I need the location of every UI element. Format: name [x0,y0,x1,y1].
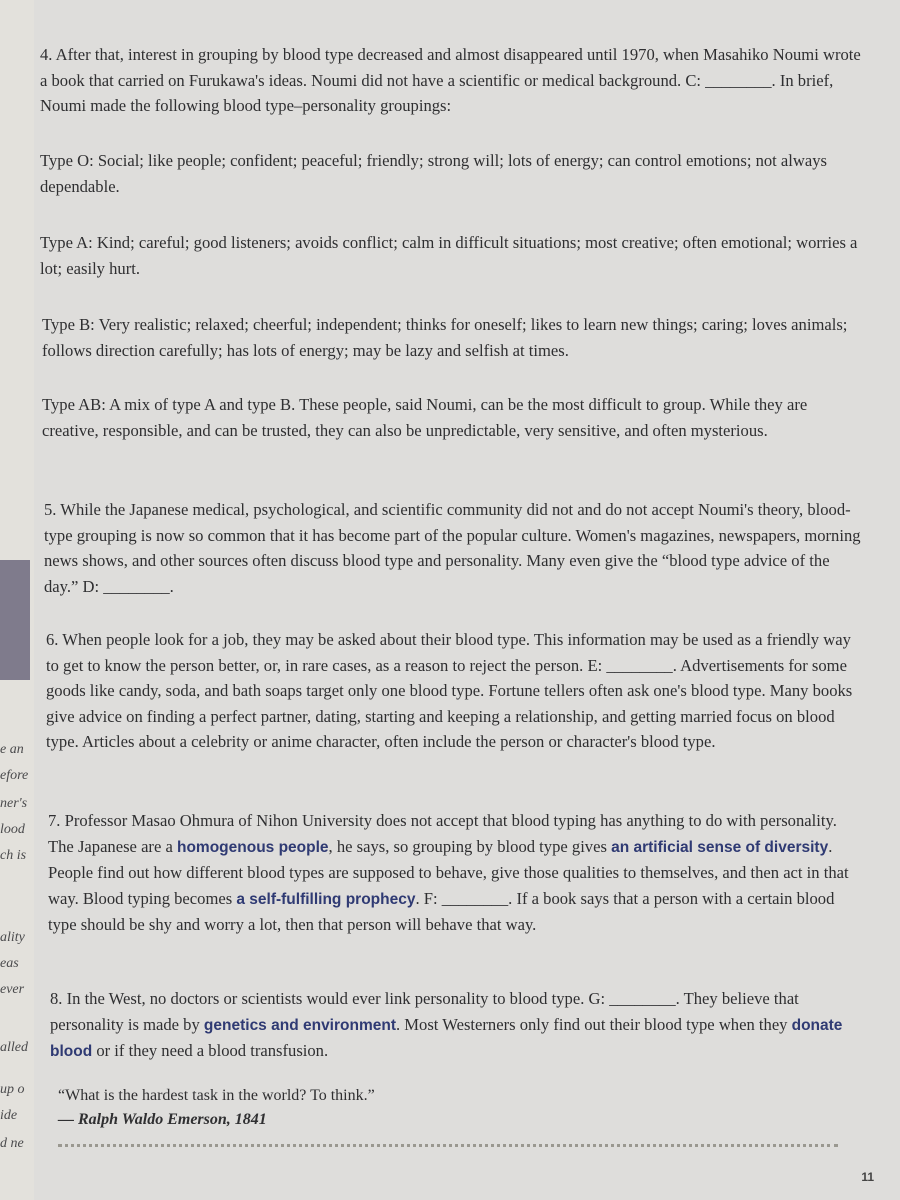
key-term-donate-blood: donate blood [50,1016,843,1060]
adjacent-page-margin [0,0,35,1200]
paragraph-5-text: 5. While the Japanese medical, psychological, and scientific community did not and do not accept Noumi's theory, blood-type grouping is now so common that it has become part of the popular culture. Women's magazines, newspapers, morning news shows, and other sources often discuss blood type and personality. Many even give the “blood type advice of the day.” D: ________. [44,500,861,596]
margin-fragment: eas [0,956,19,971]
type-b-text: Type B: Very realistic; relaxed; cheerful; independent; thinks for oneself; likes to learn new things; caring; loves animals; follows direction carefully; has lots of energy; may be lazy and selfish at times. [42,315,848,360]
margin-fragment: ner's [0,796,28,811]
paragraph-7-part: . F: ________. If a book says that a person with a certain blood type should be shy and worry a lot, then that person will behave that way. [48,888,835,934]
paragraph-6-text: 6. When people look for a job, they may be asked about their blood type. This information may be used as a friendly way to get to know the person better, or, in rare cases, as a reason to reject the person. E: ________. Advertisements for some goods like candy, soda, and bath soaps target only one blood type. Fortune tellers often ask one's blood type. Many books give advice on finding a perfect partner, dating, starting and keeping a relationship, and getting married focus on blood type. Articles about a celebrity or anime character, often include the person or character's blood type. [46,630,853,751]
margin-fragment: ch is [0,848,27,863]
margin-fragment: ide [0,1108,18,1123]
emerson-quote [58,1084,375,1132]
margin-fragment: efore [0,768,29,783]
type-b-description [42,312,862,363]
paragraph-8 [50,986,862,1065]
paragraph-7-part: , he says, so grouping by blood type gives [328,836,612,856]
margin-fragment: d ne [0,1136,24,1151]
paragraph-6 [46,627,862,755]
margin-fragment: alled [0,1040,28,1055]
type-o-description [40,148,862,199]
type-o-text: Type O: Social; like people; confident; peaceful; friendly; strong will; lots of energy; can control emotions; not always dependable. [40,151,828,196]
margin-fragment: ever [0,982,25,997]
key-term-artificial-diversity: an artificial sense of diversity [611,838,829,856]
paragraph-8-part: 8. In the West, no doctors or scientists would ever link personality to blood type. G: ________. They believe that personality is made by [50,989,799,1034]
quote-text: “What is the hardest task in the world? To think.” [58,1087,375,1104]
paragraph-7-text [48,808,862,938]
quote-attribution: — Ralph Waldo Emerson, 1841 [58,1111,267,1128]
key-term-genetics-environment: genetics and environment [203,1016,396,1034]
margin-fragment: up o [0,1082,25,1097]
paragraph-4-text: 4. After that, interest in grouping by blood type decreased and almost disappeared until 1970, when Masahiko Noumi wrote a book that carried on Furukawa's ideas. Noumi did not have a scientific or medical background. C: ________. In brief, Noumi made the following blood type–personality groupings: [40,45,861,115]
dotted-divider [58,1144,838,1149]
paragraph-7-part: 7. Professor Masao Ohmura of Nihon University does not accept that blood typing has anything to do with personality. The Japanese are a [48,811,837,856]
textbook-page [34,0,900,1200]
type-ab-description [42,392,862,443]
margin-fragment: ality [0,930,25,945]
paragraph-5 [44,497,862,599]
paragraph-7-part: . People find out how different blood types are supposed to behave, give those qualities to themselves, and then act in that way. Blood typing becomes [48,836,849,908]
page-edge-tab [0,560,30,680]
type-a-text: Type A: Kind; careful; good listeners; avoids conflict; calm in difficult situations; most creative; often emotional; worries a lot; easily hurt. [40,233,858,278]
margin-fragment: lood [0,822,25,837]
type-a-description [40,230,862,281]
page-number: 11 [861,1170,874,1184]
paragraph-8-text [50,986,862,1065]
margin-fragment: e an [0,742,24,757]
key-term-homogenous-people: homogenous people [176,838,329,856]
key-term-self-fulfilling-prophecy: a self-fulfilling prophecy [236,890,416,908]
paragraph-4 [40,42,862,119]
paragraph-8-part: . Most Westerners only find out their blood type when they [396,1014,792,1034]
type-ab-text: Type AB: A mix of type A and type B. These people, said Noumi, can be the most difficult to group. While they are creative, responsible, and can be trusted, they can also be unpredictable, very sensitive, and often mysterious. [42,395,808,440]
paragraph-8-part: or if they need a blood transfusion. [92,1041,329,1060]
paragraph-7 [48,808,862,938]
